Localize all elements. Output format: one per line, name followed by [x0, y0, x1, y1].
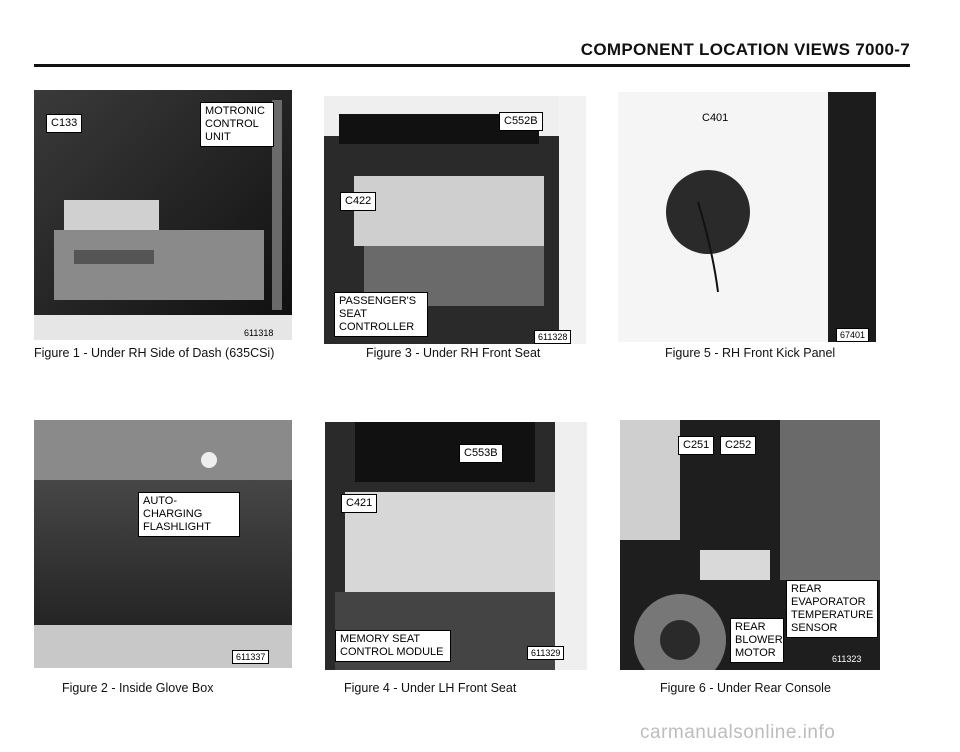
photo-number: 611318 [244, 328, 274, 338]
photo-number: 611337 [232, 650, 269, 664]
label-c552b: C552B [499, 112, 543, 131]
label-rear-evaporator-temperature-sensor: REAR EVAPORATOR TEMPERATURE SENSOR [786, 580, 878, 638]
label-c422: C422 [340, 192, 376, 211]
photo-number: 611329 [527, 646, 564, 660]
photo-number: 67401 [836, 328, 869, 342]
figure-2-image [34, 420, 292, 668]
figure-3-photo [324, 96, 586, 344]
photo-number: 611328 [534, 330, 571, 344]
site-watermark: carmanualsonline.info [640, 722, 836, 743]
figure-1-caption: Figure 1 - Under RH Side of Dash (635CSi) [34, 346, 275, 360]
figure-1-photo [34, 90, 292, 340]
label-c421: C421 [341, 494, 377, 513]
figure-6-photo [620, 420, 880, 670]
label-motronic-control-unit: MOTRONIC CONTROL UNIT [200, 102, 274, 147]
page-header: COMPONENT LOCATION VIEWS 7000-7 [580, 40, 910, 59]
photo-number: 611323 [832, 654, 862, 664]
figure-5-caption: Figure 5 - RH Front Kick Panel [665, 346, 836, 360]
label-auto-charging-flashlight: AUTO-CHARGING FLASHLIGHT [138, 492, 240, 537]
figure-5-image [618, 92, 876, 342]
label-memory-seat-control-module: MEMORY SEAT CONTROL MODULE [335, 630, 451, 662]
label-c553b: C553B [459, 444, 503, 463]
label-c133: C133 [46, 114, 82, 133]
figure-5-photo [618, 92, 876, 342]
header-rule [34, 64, 910, 67]
figure-4-photo [325, 422, 587, 670]
figure-2-caption: Figure 2 - Inside Glove Box [62, 681, 214, 695]
figure-4-caption: Figure 4 - Under LH Front Seat [344, 681, 517, 695]
figure-2-photo [34, 420, 292, 668]
label-rear-blower-motor: REAR BLOWER MOTOR [730, 618, 784, 663]
label-c401: C401 [702, 112, 729, 124]
label-c251: C251 [678, 436, 714, 455]
label-passengers-seat-controller: PASSENGER'S SEAT CONTROLLER [334, 292, 428, 337]
figure-6-caption: Figure 6 - Under Rear Console [660, 681, 831, 695]
figure-3-caption: Figure 3 - Under RH Front Seat [366, 346, 541, 360]
label-c252: C252 [720, 436, 756, 455]
